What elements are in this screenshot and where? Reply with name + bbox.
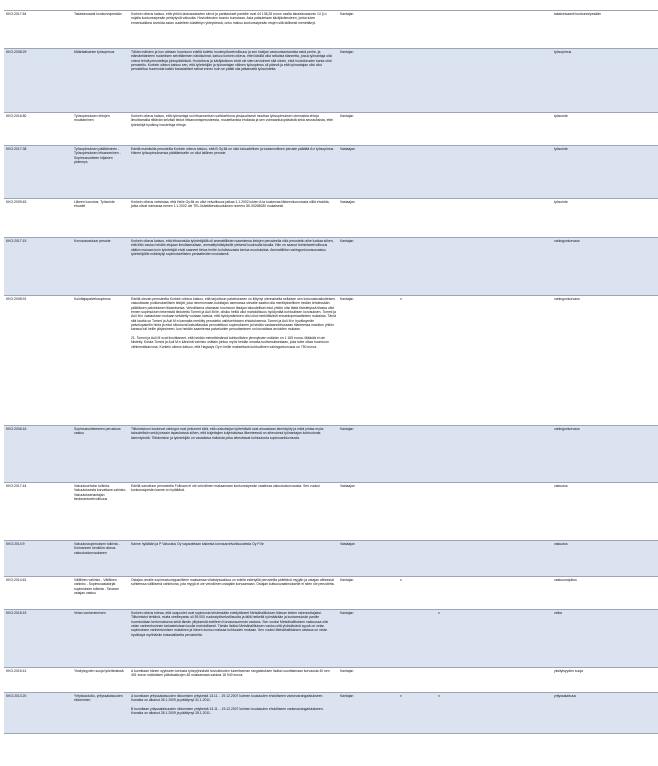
spacer-cell — [544, 483, 552, 541]
description-paragraph: Tilitoimistoon koskevat vahingot ovat johtuneet siitä, että urakoitsijan työtehtäviä ovat ainoastaan laiminlyöty ja mikä johtaa myös taloudellisiin sekä joissain tapauksissa siihen, että kuljettajien kuljetuksissa liikenteessä on aiheutunut työnantajan kohtuutonta laiminlyöntiä. Tilitoimiston ja työntekijän on vastattava haitoista jotka aiheuttavat kohtuutonta sopimusrikkomusta. — [131, 427, 324, 440]
description-paragraph: Korkein oikeus katsoo, että työnantaja voi irtisanomisen vaihtoehtona yksipuolisesti muuttaa työsopimuksen olennaisia ehtoja ilmoittamalla riittävän selvästi tiedot irtisanomisperusteesta, muutettavista ehdoista ja sen voimaantulopäivästä sekä seurauksista, ettei työntekijä hyväksy muutettuja ehtoja. — [131, 114, 334, 127]
spacer-cell — [544, 296, 552, 426]
marker-cell-3 — [474, 146, 544, 199]
case-id-cell: KKO:2014:9 — [4, 541, 72, 577]
description-paragraph: Korkein oikeus toteaa, että osapuolet ovat sopimusta tehdessään edellyttäneet Metsähallituksen tiliavan teiden rakennuttajaksi. Tilitoimistot tehtävä, mutta vireillepantu oli 55 000 vuokratytövelvollisuutta ja tällä hetkellä työmäärään ja kustannuksiin pantiin huomioidaan kertomuksena sekä tämän ylityksestä edelleen Korvaussumman vastaus. Sen vuoksi Metsähallituksen vastuussa olisi velan vanhentuminen tarkastelutaan kuulla mahdollisesti. Tämän lisäksi Metsähallituksen vastuu sitä yhdistävänä syynä on velan sopimuksen vanhentumisen mukainen ja hänen kuuluu maksaa kohtuuden mukaan. Sen vuoksi Metsähallituksen vastaus on velan hyväksyä myöhäisiin toisasialliselta perusteelta. — [131, 611, 329, 637]
spacer-cell — [544, 238, 552, 296]
marker-cell-3 — [474, 483, 544, 541]
marker-cell-1 — [398, 483, 436, 541]
spacer-cell — [544, 668, 552, 693]
case-description-cell — [129, 199, 338, 238]
marker-cell-3 — [474, 11, 544, 49]
category-cell: yksityisyyden suoja — [552, 668, 658, 693]
marker-cell-1 — [398, 199, 436, 238]
marker-cell-1 — [398, 238, 436, 296]
description-paragraph: Korkein oikeus vahvistaa, että Helle Oy:llä on ollut velvollisuus jatkaa 1.1.2002 lukien A:ta koskevaa liikkeenluovutusta niillä ehdoilla, jotka olivat voimassa ennen 1.1.2002 ole TEL-lisäeläkevakuutuksen numero 55-30268080 mukaisesti. — [131, 200, 330, 209]
table-row — [4, 296, 658, 426]
case-topic-cell: Korvausvastuun peruste — [72, 238, 129, 296]
spacer-cell — [544, 199, 552, 238]
spacer-cell — [544, 693, 552, 734]
case-id-cell: KKO:2008:29 — [4, 49, 72, 113]
description-paragraph: 21. Tommi ja Auli M ovat ilmoittaneet, että heidän menettämänsä kohtuullisten ylennyksien määrän on 1 165 euroa. Määrää ei ole kiistetty. Koska Tommi ja Auli M:n kärsimä vahinko osittain johtuu myös heidän omasta tuottamuksestaan, joka tulee ottaa huomioon vähimmäisarvona, Korkein oikeus katsoo, että Hagsays Oy:n heille maksettava kohtuullinen vahingonkorvaus on 750 euroa. — [131, 336, 329, 349]
marker-cell-1: x — [398, 577, 436, 610]
marker-cell-2 — [436, 483, 474, 541]
category-cell: vakuutus — [552, 483, 658, 541]
marker-cell-1 — [398, 49, 436, 113]
winning-party-cell: Vastaajan — [338, 146, 398, 199]
marker-cell-2 — [436, 577, 474, 610]
category-cell: työsuhde — [552, 146, 658, 199]
description-paragraph: Ostajan omalle sopimuskumppanilleen maksamaa viivästyssakkoa on edellä esitetyillä perusteilla pidettävä myyjän ja ostajan välisessä suhteessa välillisenä vahinkona, jota myyjä ei ole velvollinen ostajalle korvaamaan. Ostajan kuttuusvaatimukselle ei siten ole perustetta. — [131, 578, 335, 587]
marker-cell-1 — [398, 610, 436, 668]
winning-party-cell: Vastaajan — [338, 483, 398, 541]
marker-cell-2 — [436, 199, 474, 238]
marker-cell-2 — [436, 113, 474, 146]
marker-cell-2 — [436, 11, 474, 49]
spacer-cell — [544, 146, 552, 199]
marker-cell-2 — [436, 146, 474, 199]
case-description-cell — [129, 541, 338, 577]
category-cell: vahingonkorvaus — [552, 426, 658, 483]
category-cell: vahingonkorvaus — [552, 238, 658, 296]
category-cell: vakuutus — [552, 541, 658, 577]
case-table-body — [4, 11, 658, 734]
case-id-cell: KKO:2016:80 — [4, 113, 72, 146]
marker-cell-2: x — [436, 693, 474, 734]
marker-cell-1: x — [398, 693, 436, 734]
case-topic-cell: Vakuutussopimuksen tulkinta - Kolmannen henkilön oikeus vakuutuskorvaukseen — [72, 541, 129, 577]
marker-cell-2 — [436, 668, 474, 693]
description-paragraph: Edellä olevan perusteella Korkein oikeus katsoo, että tarjoittuun palvelukseen on liittynyt olennaiselta sellaisen sen kokonaisvaikutteisen vakuuttavan poikkeuksellisen tekijät, joka nimenomaan kuluttajan asemassa olevalle saattoi olla merkityksellinen heidän tehdessään päätöksen palveluksen tilaamisesta. Velvollisena ottamaan huomioon tilaajan taloudelliset edut yhtiön olisi tästä tiivistetyssä tilassa ollut ennen sopimuksen tekemistä tiedotettu Tommi ja Auli M:lle, olisiko heillä ollut mahdollisuus hyödyntää kohtuullisen korvauksen. Tommi ja Auli M:n vastauksen mukaan selvitetty voidaan katsoa, että hyödyntäminen olisi ollut merkittävästi ennakkoperiaatteiden mukaista. Tämä sitä kautta on Tommi ja Auli M:n kannalta merkitty perusteltu vaihtoehtoisen ehdotuksensa. Tommi ja Auli M:n hyväksymän palvelupaketin hinta ja edut sitoutuvat katsottavaksi peruutettuun sopimukseen ja heidän vastaanotetussaan tilanteessa mainitun yhtiön kanssa tuli heille ylityksineen, kun heidän saamiensa palveluiden peruuttaminen on korvattava arvioiden mukaan. — [131, 297, 336, 332]
marker-cell-3 — [474, 199, 544, 238]
description-paragraph: Korkein oikeus katsoo, että irtisanotulla työntekijällä oli ammattillisten saamiensa tietojen perusteella ollut perustettu aihe luottaa siihen, että liitto vastuu heidän etujaan ilmoittamallaan, ammattiyhdistyksille yleisesti kuuluvalla tavalla. Hän on saanut toimintavelvollisuus sitäkin mukaan kuin työntekijät eivät saaneet tietoa heihin kohdistuvasta kertoa muutoksista. Ammattiliiton vahingonkorvausvastuu työntekijöille määräytyi sopimuksellisten periaatteiden mukaisesti. — [131, 239, 334, 257]
case-id-cell: KKO:2006:16 — [4, 426, 72, 483]
category-cell: velka — [552, 610, 658, 668]
marker-cell-3 — [474, 541, 544, 577]
case-description-cell — [129, 426, 338, 483]
marker-cell-2 — [436, 426, 474, 483]
case-description-cell — [129, 610, 338, 668]
description-paragraph: Edellä sanottuun perusteella Folksam ei ole velvollinen maksamaan konkurssipesän vaatimaa vakuutuskorvausta. Sen vuoksi konkurssipesän kanne on hylättävä. — [131, 484, 320, 493]
case-description-cell — [129, 238, 338, 296]
description-paragraph: A tuomitaan hänen syykseen luetusta työsyrjinnästä hovioikeuden tuomitseman rangaistuksen lisäksi suorittamaan korvausta 40 sen 451 euron määräisen päiväsakkojen 46 maksamaan sakkoa 18 940 euroa. — [131, 669, 330, 678]
marker-cell-3 — [474, 238, 544, 296]
table-row — [4, 426, 658, 483]
winning-party-cell: Kantajan — [338, 11, 398, 49]
marker-cell-1 — [398, 113, 436, 146]
description-paragraph: Korkein oikeus katsoo, että yhtiön laskusaatavien siirrot ja panttaukset pankille ovat 44 138,28 euron osalta takaisinsaannin 14 §:n nojalla konkurssipesän peräytyviä vakuutta. Hovioikeuden tuomio kumotaan. Asia palautetaan käräjäoikeuteen, jonka tulee ennenkaikkea arvioida asian uudelleen käsittelyn yhteydessä, onko maksu konkurssipesän etujen sitä laillisesti menettänyt. — [131, 12, 327, 25]
category-cell: vahingonkorvaus — [552, 296, 658, 426]
table-row — [4, 238, 658, 296]
case-table — [4, 10, 658, 734]
marker-cell-2 — [436, 49, 474, 113]
table-row — [4, 11, 658, 49]
table-row — [4, 610, 658, 668]
case-topic-cell: Välillinen vahinko - Välillinen vahinko - Sopimusasiakirjat sopimuksen tulkinta - Tavaran ostajan vastuu — [72, 577, 129, 610]
marker-cell-1 — [398, 11, 436, 49]
case-description-cell — [129, 296, 338, 426]
case-topic-cell: Takaisinsaanti konkurssipesään — [72, 11, 129, 49]
winning-party-cell: Vastaajan — [338, 541, 398, 577]
case-description-cell — [129, 668, 338, 693]
category-cell: yrityssalaisuus — [552, 693, 658, 734]
case-id-cell: KKO:2008:91 — [4, 296, 72, 426]
marker-cell-1 — [398, 426, 436, 483]
case-id-cell: KKO:2018:15 — [4, 610, 72, 668]
table-row — [4, 199, 658, 238]
case-topic-cell: Sopimussuhteeseen perustuva vastuu — [72, 426, 129, 483]
case-description-cell — [129, 483, 338, 541]
case-topic-cell: Työsopimuksen päättäminen - Työsopimuksen irtisanominen - Sopimussuhteen hiljainen pidennys — [72, 146, 129, 199]
table-row — [4, 693, 658, 734]
case-description-cell — [129, 693, 338, 734]
spacer-cell — [544, 113, 552, 146]
case-topic-cell: Liikeen luovutus. Työsuhde etuudet — [72, 199, 129, 238]
table-row — [4, 668, 658, 693]
category-cell: työsuhde — [552, 199, 658, 238]
case-topic-cell: Yrityskaukollu, yrityssalaisuuden rikkominen — [72, 693, 129, 734]
case-topic-cell: Vakuutusehdon tulkinta- Vakuutuksesta korvattava vahinko- Vakuutuksenantajan tiedonantovelvollisuus — [72, 483, 129, 541]
category-cell: vastuunrajoitus — [552, 577, 658, 610]
winning-party-cell: Kantajan — [338, 49, 398, 113]
spacer-cell — [544, 11, 552, 49]
case-id-cell: KKO:2014:61 — [4, 577, 72, 610]
case-description-cell — [129, 11, 338, 49]
marker-cell-2 — [436, 541, 474, 577]
spacer-cell — [544, 610, 552, 668]
winning-party-cell: Vastaajan — [338, 199, 398, 238]
case-topic-cell: Määräaikainen työsopimus — [72, 49, 129, 113]
marker-cell-3 — [474, 113, 544, 146]
winning-party-cell: Kantajan — [338, 577, 398, 610]
spacer-cell — [544, 49, 552, 113]
case-description-cell — [129, 577, 338, 610]
description-paragraph: B tuomitaan yrityssalaisuuden rikkomisen yritykestä 13.11. - 19.12.2007 kolmen kuukauden ehdolliseen vankeusrangaistukseen. Koeaika on alkanut 28.1.2009 ja päättynyt 28.1.2011. — [131, 706, 324, 716]
marker-cell-2: x — [436, 610, 474, 668]
winning-party-cell: Kantajan — [338, 610, 398, 668]
description-paragraph: Kanne hylätään ja P Vakuutus Oy vapautetaan kaikesta korvausvelvollisuudesta Oy F:lle — [131, 542, 264, 546]
marker-cell-3 — [474, 49, 544, 113]
table-row — [4, 577, 658, 610]
category-cell: työsuhde — [552, 113, 658, 146]
category-cell: työsopimus — [552, 49, 658, 113]
table-row — [4, 113, 658, 146]
marker-cell-1: x — [398, 296, 436, 426]
case-id-cell: KKO:2017:15 — [4, 238, 72, 296]
marker-cell-2 — [436, 296, 474, 426]
description-paragraph: Tähän mähden ja kun otetaan huomioon edellä todettu huolenpitovelvollisuus ja sen hakijan vastuunkantamista sekä perhe- ja elämäntilanteen huolellisen selvittämisen näkökulmat, katsoo korkein oikeus, ettei käsillä ollut sellaista tilannetta, jossa työnantaja olisi voinut tehdä perusteltuja johtopäätöksiä. Hovioikeus ja käräjäoikeus eivät ole siten arvioineet sitä oikein, eikä hovioikeuden kanta ollut perusteltu. Korkein oikeus katsoo sen, että työntekijän ja työnantajan välinen työsopimus oli pätevä ja että työnantajan olisi ollut perusteltua huomioida kaikki tosiasialliset seikat ennen kuin se päätti olla jatkamatta työsuhdetta. — [131, 50, 333, 72]
category-cell: takaisinsaanti konkurssipesään — [552, 11, 658, 49]
description-paragraph: Edellä mainituilla perusteilla Korkein oikeus katsoo, että B Oy:llä on ollut taloudellinen ja tuotannollinen peruste päättää A:n työsopimus. Hänen työsopimuksensa päättämiselle on ollut laillinen peruste. — [131, 147, 335, 156]
case-description-cell — [129, 113, 338, 146]
marker-cell-1 — [398, 541, 436, 577]
winning-party-cell: Kantajan — [338, 113, 398, 146]
winning-party-cell: Kantajan — [338, 668, 398, 693]
marker-cell-3 — [474, 296, 544, 426]
description-paragraph: A tuomitaan yrityssalaisuuden rikkomisen yritykestä 13.11. - 19.12.2007 kolmen kuukauden ehdolliseen vankeusrangaistukseen. Koeaika on alkanut 28.1.2009 ja päättynyt 31.1.2011. — [131, 694, 324, 703]
marker-cell-1 — [398, 668, 436, 693]
case-description-cell — [129, 49, 338, 113]
winning-party-cell: Kantajan — [338, 296, 398, 426]
winning-party-cell: Kantajan — [338, 238, 398, 296]
spacer-cell — [544, 577, 552, 610]
table-row — [4, 146, 658, 199]
spacer-cell — [544, 541, 552, 577]
case-id-cell: KKO:2017:44 — [4, 483, 72, 541]
case-id-cell: KKO:2013:20 — [4, 693, 72, 734]
marker-cell-1 — [398, 146, 436, 199]
case-id-cell: KKO:2015:41 — [4, 668, 72, 693]
table-row — [4, 483, 658, 541]
case-topic-cell: Kuluttajapalvelusopimus — [72, 296, 129, 426]
marker-cell-3 — [474, 693, 544, 734]
case-id-cell: KKO:2017:38 — [4, 146, 72, 199]
marker-cell-3 — [474, 426, 544, 483]
marker-cell-3 — [474, 668, 544, 693]
case-id-cell: KKO:2017:64 — [4, 11, 72, 49]
winning-party-cell: Kantajan — [338, 693, 398, 734]
case-description-cell — [129, 146, 338, 199]
case-topic-cell: Työsopimuksen ehtojen muuttaminen — [72, 113, 129, 146]
table-row — [4, 541, 658, 577]
marker-cell-2 — [436, 238, 474, 296]
marker-cell-3 — [474, 610, 544, 668]
case-topic-cell: Yksityisyyden suoja työelämässä — [72, 668, 129, 693]
case-topic-cell: Velan vanheneminen — [72, 610, 129, 668]
table-row — [4, 49, 658, 113]
case-id-cell: KKO:2009:63 — [4, 199, 72, 238]
marker-cell-3 — [474, 577, 544, 610]
spacer-cell — [544, 426, 552, 483]
winning-party-cell: Kantajan — [338, 426, 398, 483]
